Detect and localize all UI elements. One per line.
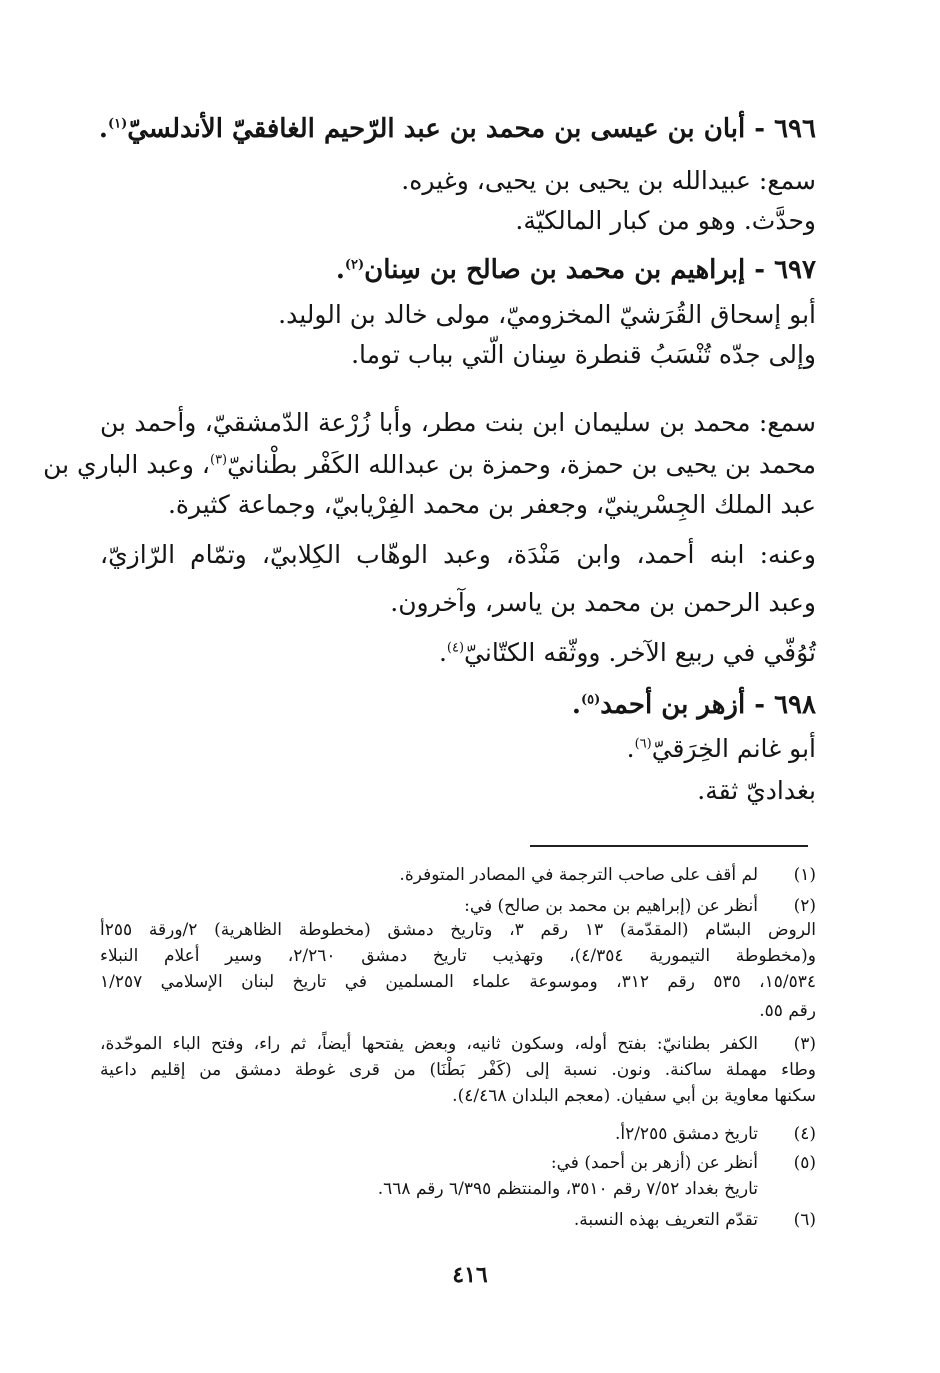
entry-696-title: ٦٩٦ - أبان بن عيسى بن محمد بن عبد الرّحيم الغافقيّ الأندلسيّ — [127, 114, 816, 144]
entry-697-para2-line: وعنه: ابنه أحمد، وابن مَنْدَة، وعبد الوهّاب الكِلابيّ، وتمّام الرّازيّ، — [100, 540, 816, 569]
entry-697-para2-line: وعبد الرحمن بن محمد بن ياسر، وآخرون. — [390, 588, 816, 617]
footnote-ref[interactable]: (٢) — [344, 257, 365, 273]
footnote-ref[interactable]: (٣) — [209, 452, 228, 468]
page-number: ٤١٦ — [452, 1262, 488, 1288]
footnote-number: (٢) — [793, 896, 816, 916]
entry-697-para1-line — [43, 448, 816, 482]
entry-696-line: وحدَّث. وهو من كبار المالكيّة. — [515, 206, 816, 235]
text-segment: ، وعبد الباري بن — [43, 450, 210, 479]
footnote-ref[interactable]: (٦) — [634, 736, 652, 752]
entry-698-title: ٦٩٨ - أزهر بن أحمد — [600, 690, 816, 720]
footnote-line: تاريخ دمشق ٢/٢٥٥أ. — [614, 1124, 758, 1144]
entry-696-line: سمع: عبيدالله بن يحيى بن يحيى، وغيره. — [401, 166, 816, 195]
footnote-line: ١٥/٥٣٤، ٥٣٥ رقم ٣١٢، وموسوعة علماء المسلمين في تاريخ لبنان الإسلامي ١/٢٥٧ — [100, 972, 817, 992]
footnote-line: و(مخطوطة التيمورية ٤/٣٥٤)، وتهذيب تاريخ دمشق ٢/٢٦٠، وسير أعلام النبلاء — [100, 946, 816, 966]
footnote-ref[interactable]: (١) — [107, 116, 128, 132]
footnote-line: أنظر عن (إبراهيم بن محمد بن صالح) في: — [464, 896, 758, 916]
text-segment: أبو غانم الخِرَقيّ — [651, 734, 816, 763]
footnote-line: وطاء مهملة ساكنة. ونون. نسبة إلى (كَفْر بَطْنَا) من قرى غوطة دمشق من إقليم داعية — [100, 1060, 816, 1080]
entry-697-heading — [336, 253, 816, 287]
footnote-line: رقم ٥٥. — [759, 1001, 816, 1021]
entry-697-line: أبو إسحاق القُرَشيّ المخزوميّ، مولى خالد بن الوليد. — [278, 300, 816, 329]
footnote-line: الكفر بطنانيّ: بفتح أوله، وسكون ثانيه، وبعض يفتحها أيضاً، ثم راء، وفتح الباء الموحّدة، — [100, 1034, 758, 1054]
footnote-number: (٥) — [793, 1153, 816, 1173]
entry-698-note: بغداديّ ثقة. — [697, 776, 816, 805]
footnote-line: سكنها معاوية بن أبي سفيان. (معجم البلدان ٤/٤٦٨). — [452, 1086, 816, 1106]
punctuation: . — [335, 255, 345, 285]
footnote-number: (٣) — [793, 1034, 816, 1054]
entry-697-death — [439, 636, 816, 670]
punctuation: . — [98, 114, 108, 144]
entry-697-para1-line: سمع: محمد بن سليمان ابن بنت مطر، وأبا زُرْعة الدّمشقيّ، وأحمد بن — [100, 408, 816, 437]
footnote-ref[interactable]: (٤) — [446, 640, 465, 656]
entry-697-para1-line: عبد الملك الجِسْرينيّ، وجعفر بن محمد الفِرْيابيّ، وجماعة كثيرة. — [167, 490, 816, 519]
footnote-number: (٤) — [793, 1124, 816, 1144]
entry-698-kunya — [627, 732, 816, 766]
footnote-line: الروض البسّام (المقدّمة) ١٣ رقم ٣، وتاريخ دمشق (مخطوطة الظاهرية) ٢/ورقة ٢٥٥أ — [100, 920, 816, 940]
entry-697-title: ٦٩٧ - إبراهيم بن محمد بن صالح بن سِنان — [364, 255, 816, 285]
entry-696-heading — [99, 112, 816, 146]
footnote-number: (١) — [793, 865, 816, 885]
punctuation: . — [438, 638, 447, 667]
footnote-line: تاريخ بغداد ٧/٥٢ رقم ٣٥١٠، والمنتظم ٦/٣٩٥ رقم ٦٦٨. — [377, 1179, 758, 1199]
footnote-separator — [530, 845, 808, 847]
entry-698-heading — [572, 688, 816, 722]
text-segment: محمد بن يحيى بن حمزة، وحمزة بن عبدالله الكَفْر بطْنانيّ — [227, 450, 816, 479]
footnote-number: (٦) — [793, 1210, 816, 1230]
entry-697-line: وإلى جدّه تُنْسَبُ قنطرة سِنان الّتي بباب توما. — [351, 340, 816, 369]
footnote-line: أنظر عن (أزهر بن أحمد) في: — [550, 1153, 758, 1173]
footnote-line: تقدّم التعريف بهذه النسبة. — [573, 1210, 758, 1230]
punctuation: . — [571, 690, 581, 720]
footnote-ref[interactable]: (٥) — [580, 692, 601, 708]
footnote-line: لم أقف على صاحب الترجمة في المصادر المتوفرة. — [399, 865, 758, 885]
text-segment: تُوُفّي في ربيع الآخر. ووثّقه الكتّانيّ — [464, 638, 816, 667]
punctuation: . — [626, 734, 635, 763]
